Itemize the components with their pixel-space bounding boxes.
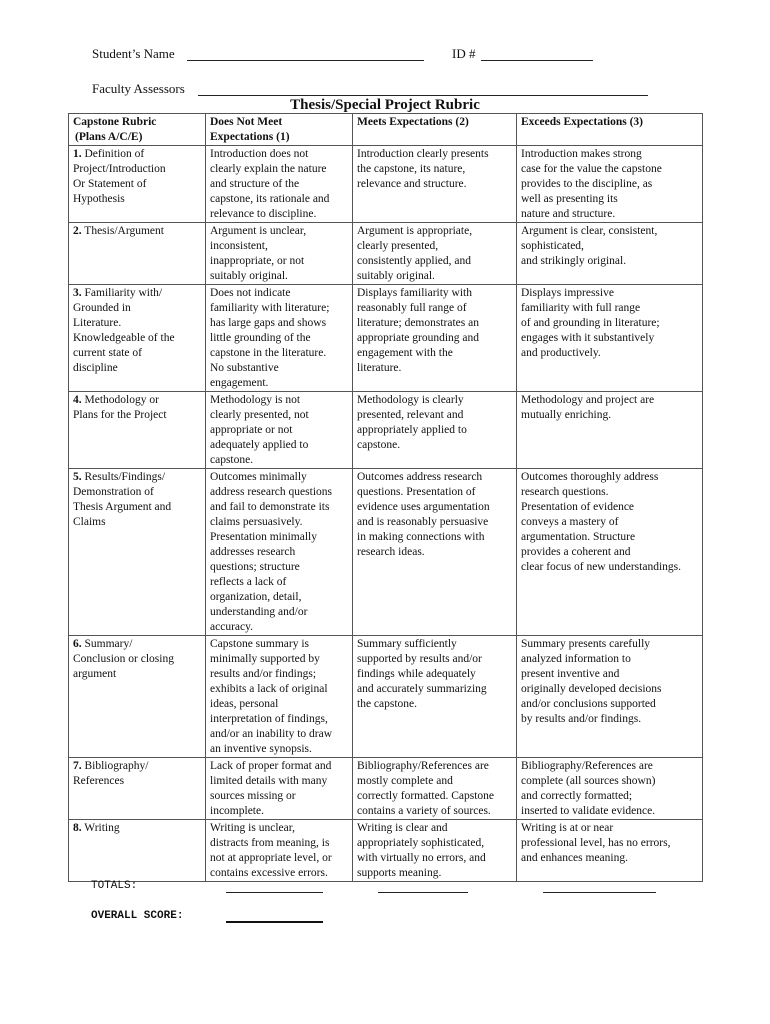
exceeds-cell: Introduction makes strong case for the value the capstone provides to the discipline, as well as presenting its nature and structure. [517,146,703,223]
criterion-label: Methodology or Plans for the Project [73,394,167,421]
totals-meets-field[interactable] [378,892,468,893]
rubric-row [69,392,703,469]
exceeds-cell: Methodology and project are mutually enriching. [517,392,703,469]
exceeds-cell: Summary presents carefully analyzed information to present inventive and originally developed decisions and/or conclusions supported by results and/or findings. [517,636,703,758]
does-not-meet-cell: Does not indicate familiarity with literature; has large gaps and shows little grounding of the capstone in the literature. No substantive engagement. [206,285,353,392]
rubric-row [69,636,703,758]
does-not-meet-cell: Argument is unclear, inconsistent, inappropriate, or not suitably original. [206,223,353,285]
criterion-number: 5. [73,471,82,483]
criterion-cell [69,392,206,469]
rubric-table [68,113,703,882]
criterion-cell [69,820,206,882]
meets-cell: Writing is clear and appropriately sophisticated, with virtually no errors, and supports meaning. [353,820,517,882]
overall-score-field[interactable] [226,921,323,923]
page-title: Thesis/Special Project Rubric [290,97,480,113]
student-id-label: ID # [452,46,476,61]
criterion-cell [69,223,206,285]
header-exceeds: Exceeds Expectations (3) [517,114,703,146]
criterion-label: Familiarity with/ Grounded in Literature. Knowledgeable of the current state of discipline [73,287,175,374]
criterion-number: 6. [73,638,82,650]
rubric-row [69,758,703,820]
criterion-label: Bibliography/ References [73,760,149,787]
does-not-meet-cell: Lack of proper format and limited details with many sources missing or incomplete. [206,758,353,820]
exceeds-cell: Bibliography/References are complete (all sources shown) and correctly formatted; inserted to validate evidence. [517,758,703,820]
does-not-meet-cell: Capstone summary is minimally supported by results and/or findings; exhibits a lack of original ideas, personal interpretation of findings, and/or an inability to draw an inventive synopsis. [206,636,353,758]
criterion-number: 3. [73,287,82,299]
criterion-label: Results/Findings/ Demonstration of Thesis Argument and Claims [73,471,172,528]
criterion-cell [69,758,206,820]
criterion-number: 8. [73,822,82,834]
rubric-row [69,146,703,223]
faculty-assessors-field[interactable] [198,95,648,96]
criterion-number: 1. [73,148,82,160]
totals-label: TOTALS: [91,880,138,892]
meets-cell: Displays familiarity with reasonably full range of literature; demonstrates an appropriate grounding and engagement with the literature. [353,285,517,392]
criterion-cell [69,636,206,758]
does-not-meet-cell: Writing is unclear, distracts from meaning, is not at appropriate level, or contains excessive errors. [206,820,353,882]
meets-cell: Argument is appropriate, clearly presented, consistently applied, and suitably original. [353,223,517,285]
meets-cell: Outcomes address research questions. Presentation of evidence uses argumentation and is reasonably persuasive in making connections with research ideas. [353,469,517,636]
exceeds-cell: Writing is at or near professional level, has no errors, and enhances meaning. [517,820,703,882]
criterion-label: Writing [84,822,120,834]
totals-exceeds-field[interactable] [543,892,656,893]
meets-cell: Summary sufficiently supported by results and/or findings while adequately and accurately summarizing the capstone. [353,636,517,758]
criterion-label: Definition of Project/Introduction Or Statement of Hypothesis [73,148,166,205]
criterion-number: 7. [73,760,82,772]
exceeds-cell: Outcomes thoroughly address research questions. Presentation of evidence conveys a mastery of argumentation. Structure provides a coherent and clear focus of new understandings. [517,469,703,636]
student-name-field[interactable] [187,60,424,61]
student-name-label: Student’s Name [92,46,175,61]
meets-cell: Methodology is clearly presented, relevant and appropriately applied to capstone. [353,392,517,469]
header-meets: Meets Expectations (2) [353,114,517,146]
rubric-row [69,820,703,882]
rubric-header-row [69,114,703,146]
header-criterion [69,114,206,146]
faculty-assessors-label: Faculty Assessors [92,81,185,96]
criterion-label: Summary/ Conclusion or closing argument [73,638,174,680]
does-not-meet-cell: Introduction does not clearly explain the nature and structure of the capstone, its rationale and relevance to discipline. [206,146,353,223]
rubric-row [69,223,703,285]
header-criterion-title: Capstone Rubric [73,116,157,128]
totals-does-not-meet-field[interactable] [226,892,323,893]
meets-cell: Introduction clearly presents the capstone, its nature, relevance and structure. [353,146,517,223]
overall-score-label: OVERALL SCORE: [91,910,184,922]
criterion-number: 2. [73,225,82,237]
exceeds-cell: Displays impressive familiarity with full range of and grounding in literature; engages with it substantively and productively. [517,285,703,392]
header-does-not-meet: Does Not Meet Expectations (1) [206,114,353,146]
criterion-cell [69,285,206,392]
criterion-label: Thesis/Argument [84,225,164,237]
rubric-row [69,285,703,392]
criterion-cell [69,146,206,223]
header-criterion-plans: (Plans A/C/E) [75,131,143,143]
rubric-row [69,469,703,636]
criterion-number: 4. [73,394,82,406]
student-id-field[interactable] [481,60,593,61]
does-not-meet-cell: Methodology is not clearly presented, not appropriate or not adequately applied to capstone. [206,392,353,469]
does-not-meet-cell: Outcomes minimally address research questions and fail to demonstrate its claims persuasively. Presentation minimally addresses research questions; structure reflects a lack of organization, detail, understanding and/or accuracy. [206,469,353,636]
meets-cell: Bibliography/References are mostly complete and correctly formatted. Capstone contains a variety of sources. [353,758,517,820]
exceeds-cell: Argument is clear, consistent, sophisticated, and strikingly original. [517,223,703,285]
criterion-cell [69,469,206,636]
